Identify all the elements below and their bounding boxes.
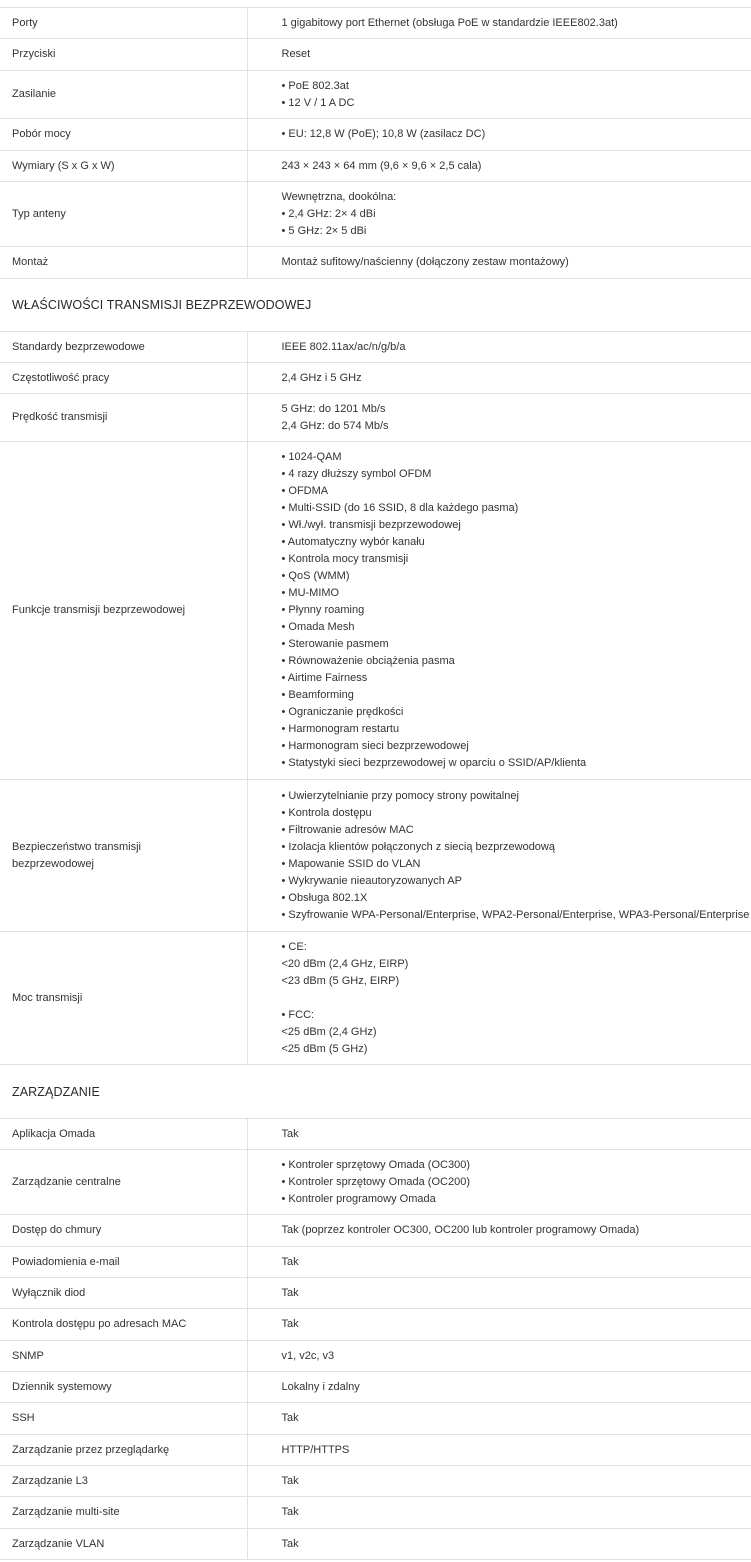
spec-key: Zarządzanie VLAN <box>0 1529 247 1560</box>
spec-value-line: Reset <box>281 48 311 60</box>
spec-value <box>247 1466 751 1497</box>
spec-value-line: • 5 GHz: 2× 5 dBi <box>281 224 367 237</box>
spec-key: Pobór mocy <box>0 119 247 151</box>
spec-value-line: • Wł./wył. transmisji bezprzewodowej <box>281 519 461 531</box>
spec-row-kontrola-dostepu-po-adresach-mac <box>0 1309 751 1341</box>
spec-value-line: HTTP/HTTPS <box>281 1443 350 1456</box>
spec-row-aplikacja-omada <box>0 1119 751 1150</box>
spec-value-line: • Sterowanie pasmem <box>281 638 389 650</box>
spec-key-line: bezprzewodowej <box>12 857 94 870</box>
spec-value-line <box>282 990 748 1007</box>
spec-key: Funkcje transmisji bezprzewodowej <box>0 442 247 780</box>
spec-row-typ-anteny <box>0 182 751 247</box>
spec-value-line: <23 dBm (5 GHz, EIRP) <box>281 974 400 987</box>
spec-row-czestotliwosc-pracy <box>0 363 751 394</box>
spec-row-standardy-bezprzewodowe <box>0 332 751 363</box>
spec-table <box>0 331 751 1065</box>
spec-row-moc-transmisji <box>0 932 751 1065</box>
spec-value <box>247 394 751 442</box>
spec-value-line: Tak <box>281 1255 299 1268</box>
spec-value-line: 2,4 GHz i 5 GHz <box>281 371 362 384</box>
spec-row-dziennik-systemowy <box>0 1372 751 1403</box>
spec-value-line: • OFDMA <box>281 485 329 497</box>
spec-value-line: 1 gigabitowy port Ethernet (obsługa PoE w standardzie IEEE802.3at) <box>281 16 618 29</box>
spec-key: Dziennik systemowy <box>0 1372 247 1403</box>
spec-value <box>247 39 751 71</box>
spec-row-funkcje-transmisji-bezprzewodowej <box>0 442 751 780</box>
spec-row-porty <box>0 8 751 39</box>
spec-key: Zarządzanie L3 <box>0 1466 247 1497</box>
spec-value-line: 5 GHz: do 1201 Mb/s <box>281 402 386 415</box>
spec-value <box>247 1435 751 1466</box>
spec-key: SNMP <box>0 1341 247 1372</box>
spec-key <box>0 780 247 932</box>
spec-key: Porty <box>0 8 247 39</box>
spec-row-zarzadzanie-multi-site <box>0 1497 751 1529</box>
spec-value <box>247 1403 751 1435</box>
spec-value <box>247 71 751 119</box>
spec-key: Przyciski <box>0 39 247 71</box>
spec-value-line: • Kontrola dostępu <box>281 806 372 819</box>
spec-value-line: • Harmonogram restartu <box>281 723 400 735</box>
spec-value <box>247 1309 751 1341</box>
spec-value-line: Tak <box>281 1537 299 1550</box>
spec-key: Montaż <box>0 247 247 279</box>
spec-value-line: • Beamforming <box>281 689 354 701</box>
spec-value <box>247 363 751 394</box>
spec-value <box>247 1497 751 1529</box>
spec-key: Zarządzanie centralne <box>0 1150 247 1215</box>
spec-value-line: • Statystyki sieci bezprzewodowej w oparciu o SSID/AP/klienta <box>281 757 587 769</box>
spec-value <box>247 1278 751 1309</box>
spec-row-bezpieczenstwo-transmisji-bezprzewodowej <box>0 780 751 932</box>
spec-value-line: • Płynny roaming <box>281 604 365 616</box>
spec-key: Częstotliwość pracy <box>0 363 247 394</box>
spec-row-zarzadzanie-przez-przegladarke <box>0 1435 751 1466</box>
spec-value-line: <25 dBm (2,4 GHz) <box>281 1025 377 1038</box>
spec-row-zarzadzanie-vlan <box>0 1529 751 1560</box>
spec-value <box>247 1119 751 1150</box>
top-spacer <box>0 0 751 7</box>
spec-value-line: 243 × 243 × 64 mm (9,6 × 9,6 × 2,5 cala) <box>281 159 482 172</box>
spec-key: Moc transmisji <box>0 932 247 1065</box>
spec-value <box>247 1529 751 1560</box>
spec-value-line: • Omada Mesh <box>281 621 355 633</box>
spec-table <box>0 7 751 279</box>
spec-value-line: • PoE 802.3at <box>281 79 349 92</box>
spec-value-line: • Harmonogram sieci bezprzewodowej <box>281 740 469 752</box>
spec-row-predkosc-transmisji <box>0 394 751 442</box>
spec-value-line: 2,4 GHz: do 574 Mb/s <box>281 419 389 432</box>
spec-value-line: • FCC: <box>281 1008 315 1021</box>
spec-value-line: IEEE 802.11ax/ac/n/g/b/a <box>281 340 406 353</box>
spec-value-line: <20 dBm (2,4 GHz, EIRP) <box>281 957 409 970</box>
spec-value <box>247 119 751 151</box>
spec-value <box>247 1372 751 1403</box>
spec-value <box>247 247 751 279</box>
spec-value <box>247 8 751 39</box>
spec-value-line: • CE: <box>281 940 307 953</box>
spec-key: Prędkość transmisji <box>0 394 247 442</box>
spec-value-line: Wewnętrzna, dookólna: <box>281 190 397 203</box>
spec-row-pobor-mocy <box>0 119 751 151</box>
spec-value <box>247 1247 751 1278</box>
spec-value-line: Tak <box>281 1506 299 1518</box>
spec-value-line: • Filtrowanie adresów MAC <box>281 823 414 836</box>
spec-value <box>247 1341 751 1372</box>
section-heading: ZARZĄDZANIE <box>12 1084 100 1099</box>
spec-value-line: • EU: 12,8 W (PoE); 10,8 W (zasilacz DC) <box>281 128 486 140</box>
spec-key: SSH <box>0 1403 247 1435</box>
spec-value-line: • Kontroler sprzętowy Omada (OC200) <box>281 1175 470 1188</box>
spec-key: Zasilanie <box>0 71 247 119</box>
spec-value-line: Tak <box>281 1127 299 1140</box>
spec-row-zarzadzanie-l3 <box>0 1466 751 1497</box>
spec-value-line: • MU-MIMO <box>281 587 340 599</box>
spec-table <box>0 1118 751 1560</box>
spec-row-snmp <box>0 1341 751 1372</box>
spec-value-line: • Obsługa 802.1X <box>281 891 368 904</box>
spec-value-line: • Szyfrowanie WPA-Personal/Enterprise, WPA2-Personal/Enterprise, WPA3-Personal/Enterprise <box>281 908 750 921</box>
spec-key: Standardy bezprzewodowe <box>0 332 247 363</box>
spec-value <box>247 151 751 182</box>
spec-row-przyciski <box>0 39 751 71</box>
spec-value-line: v1, v2c, v3 <box>281 1349 335 1362</box>
spec-value-line: • 2,4 GHz: 2× 4 dBi <box>281 207 376 220</box>
spec-value-line: Tak <box>281 1474 299 1487</box>
spec-value <box>247 932 751 1065</box>
spec-value-line: • Uwierzytelnianie przy pomocy strony powitalnej <box>281 789 519 802</box>
spec-row-powiadomienia-e-mail <box>0 1247 751 1278</box>
spec-value-line: • Mapowanie SSID do VLAN <box>281 857 421 870</box>
spec-row-zasilanie <box>0 71 751 119</box>
spec-value-line: Tak <box>281 1286 299 1299</box>
spec-value-line: • Ograniczanie prędkości <box>281 706 404 718</box>
spec-value-line: • Równoważenie obciążenia pasma <box>281 655 455 667</box>
spec-value-line: • Airtime Fairness <box>281 672 368 684</box>
spec-row-wymiary-s-x-g-x-w <box>0 151 751 182</box>
spec-value-line: Lokalny i zdalny <box>281 1380 360 1393</box>
spec-value-line: <25 dBm (5 GHz) <box>281 1042 368 1055</box>
spec-value-line: • 1024-QAM <box>281 451 342 463</box>
spec-value-line: • Multi-SSID (do 16 SSID, 8 dla każdego pasma) <box>281 502 519 514</box>
spec-value-line: • QoS (WMM) <box>281 570 350 582</box>
spec-key: Powiadomienia e-mail <box>0 1247 247 1278</box>
spec-value-line: • 4 razy dłuższy symbol OFDM <box>281 468 432 480</box>
section-heading: WŁAŚCIWOŚCI TRANSMISJI BEZPRZEWODOWEJ <box>12 298 312 312</box>
spec-value-line: • Kontroler sprzętowy Omada (OC300) <box>281 1158 470 1171</box>
spec-key-line: Bezpieczeństwo transmisji <box>12 840 141 853</box>
spec-row-zarzadzanie-centralne <box>0 1150 751 1215</box>
spec-value-line: • Kontrola mocy transmisji <box>281 553 409 565</box>
spec-key: Zarządzanie przez przeglądarkę <box>0 1435 247 1466</box>
spec-value-line: Tak (poprzez kontroler OC300, OC200 lub kontroler programowy Omada) <box>281 1224 640 1236</box>
spec-value-line: Tak <box>281 1318 299 1330</box>
spec-row-ssh <box>0 1403 751 1435</box>
spec-value-line: • 12 V / 1 A DC <box>281 96 355 109</box>
spec-value <box>247 780 751 932</box>
spec-value-line: • Wykrywanie nieautoryzowanych AP <box>281 874 462 887</box>
spec-row-dostep-do-chmury <box>0 1215 751 1247</box>
spec-key: Wyłącznik diod <box>0 1278 247 1309</box>
spec-value-line: Montaż sufitowy/naścienny (dołączony zestaw montażowy) <box>281 256 569 268</box>
spec-value-line: • Izolacja klientów połączonych z siecią bezprzewodową <box>281 840 555 853</box>
spec-value-line: • Automatyczny wybór kanału <box>281 536 425 548</box>
spec-row-wylacznik-diod <box>0 1278 751 1309</box>
spec-value <box>247 182 751 247</box>
spec-value-line: • Kontroler programowy Omada <box>281 1192 436 1205</box>
spec-value <box>247 332 751 363</box>
spec-value <box>247 1150 751 1215</box>
spec-value <box>247 1215 751 1247</box>
spec-value <box>247 442 751 780</box>
spec-key: Zarządzanie multi-site <box>0 1497 247 1529</box>
spec-key: Aplikacja Omada <box>0 1119 247 1150</box>
spec-row-montaz <box>0 247 751 279</box>
spec-value-line: Tak <box>281 1412 299 1424</box>
spec-key: Dostęp do chmury <box>0 1215 247 1247</box>
spec-key: Wymiary (S x G x W) <box>0 151 247 182</box>
spec-key: Typ anteny <box>0 182 247 247</box>
spec-key: Kontrola dostępu po adresach MAC <box>0 1309 247 1341</box>
